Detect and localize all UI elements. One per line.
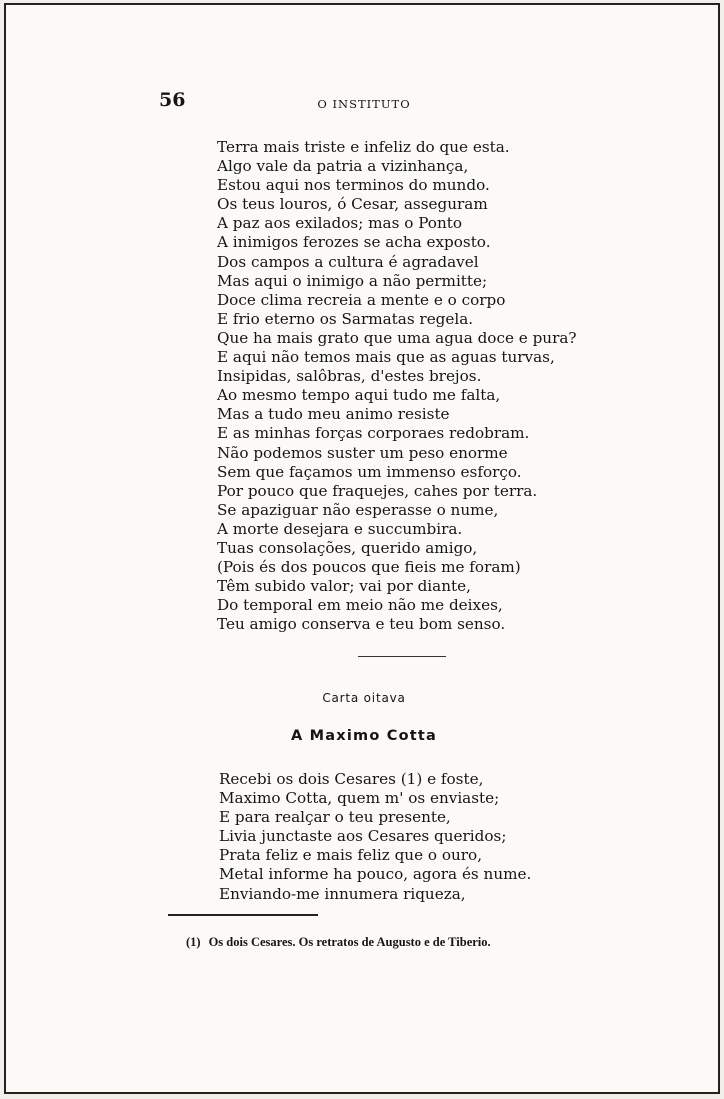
poem-line: E para realçar o teu presente, xyxy=(219,808,451,827)
poem-line: Prata feliz e mais feliz que o ouro, xyxy=(219,846,483,865)
book-page xyxy=(4,3,720,1094)
poem-line: E as minhas forças corporaes redobram. xyxy=(217,424,530,443)
section-title: A Maximo Cotta xyxy=(291,728,437,744)
footnote xyxy=(186,936,491,949)
poem-stanza xyxy=(217,138,577,634)
poem-line: Se apaziguar não esperasse o nume, xyxy=(217,500,499,519)
poem-line: Dos campos a cultura é agradavel xyxy=(217,252,479,271)
poem-line: Mas aqui o inimigo a não permitte; xyxy=(217,271,488,290)
poem-line: Teu amigo conserva e teu bom senso. xyxy=(217,615,506,634)
poem-line: Insipidas, salôbras, d'estes brejos. xyxy=(217,367,482,386)
poem-line: E frio eterno os Sarmatas regela. xyxy=(217,309,474,328)
poem-line: A paz aos exilados; mas o Ponto xyxy=(217,214,462,233)
page-number: 56 xyxy=(159,89,186,111)
poem-line: Estou aqui nos terminos do mundo. xyxy=(217,176,490,195)
poem-line: E aqui não temos mais que as aguas turvas, xyxy=(217,348,555,367)
poem-line: Do temporal em meio não me deixes, xyxy=(217,596,503,615)
poem-line: A morte desejara e succumbira. xyxy=(217,519,463,538)
poem-line: Ao mesmo tempo aqui tudo me falta, xyxy=(217,386,501,405)
poem-line: Maximo Cotta, quem m' os enviaste; xyxy=(219,789,500,808)
poem-line: Doce clima recreia a mente e o corpo xyxy=(217,290,506,309)
footnote-rule xyxy=(168,914,318,916)
poem-line: Terra mais triste e infeliz do que esta. xyxy=(217,138,510,156)
section-divider xyxy=(358,656,446,657)
poem-line: Sem que façamos um immenso esforço. xyxy=(217,462,522,481)
footnote-marker: (1) xyxy=(186,935,201,949)
poem-line: Livia junctaste aos Cesares queridos; xyxy=(219,827,507,846)
poem-line: Algo vale da patria a vizinhança, xyxy=(217,157,469,176)
footnote-text: Os dois Cesares. Os retratos de Augusto e de Tiberio. xyxy=(208,935,491,949)
poem-line: Enviando-me innumera riqueza, xyxy=(219,884,466,903)
poem-line: Recebi os dois Cesares (1) e foste, xyxy=(219,770,484,788)
poem-line: Tuas consolações, querido amigo, xyxy=(217,538,478,557)
poem-line: Têm subido valor; vai por diante, xyxy=(217,577,471,596)
poem-line: A inimigos ferozes se acha exposto. xyxy=(217,233,491,252)
poem-line: Por pouco que fraquejes, cahes por terra. xyxy=(217,481,538,500)
poem-line: Os teus louros, ó Cesar, asseguram xyxy=(217,195,488,214)
running-title: O INSTITUTO xyxy=(317,97,411,111)
poem-stanza-letter xyxy=(219,770,531,904)
poem-line: Mas a tudo meu animo resiste xyxy=(217,405,450,424)
poem-line: (Pois és dos poucos que fieis me foram) xyxy=(217,558,521,577)
poem-line: Que ha mais grato que uma agua doce e pura? xyxy=(217,328,577,347)
poem-line: Metal informe ha pouco, agora és nume. xyxy=(219,865,532,884)
section-label: Carta oitava xyxy=(322,691,406,705)
poem-line: Não podemos suster um peso enorme xyxy=(217,443,508,462)
